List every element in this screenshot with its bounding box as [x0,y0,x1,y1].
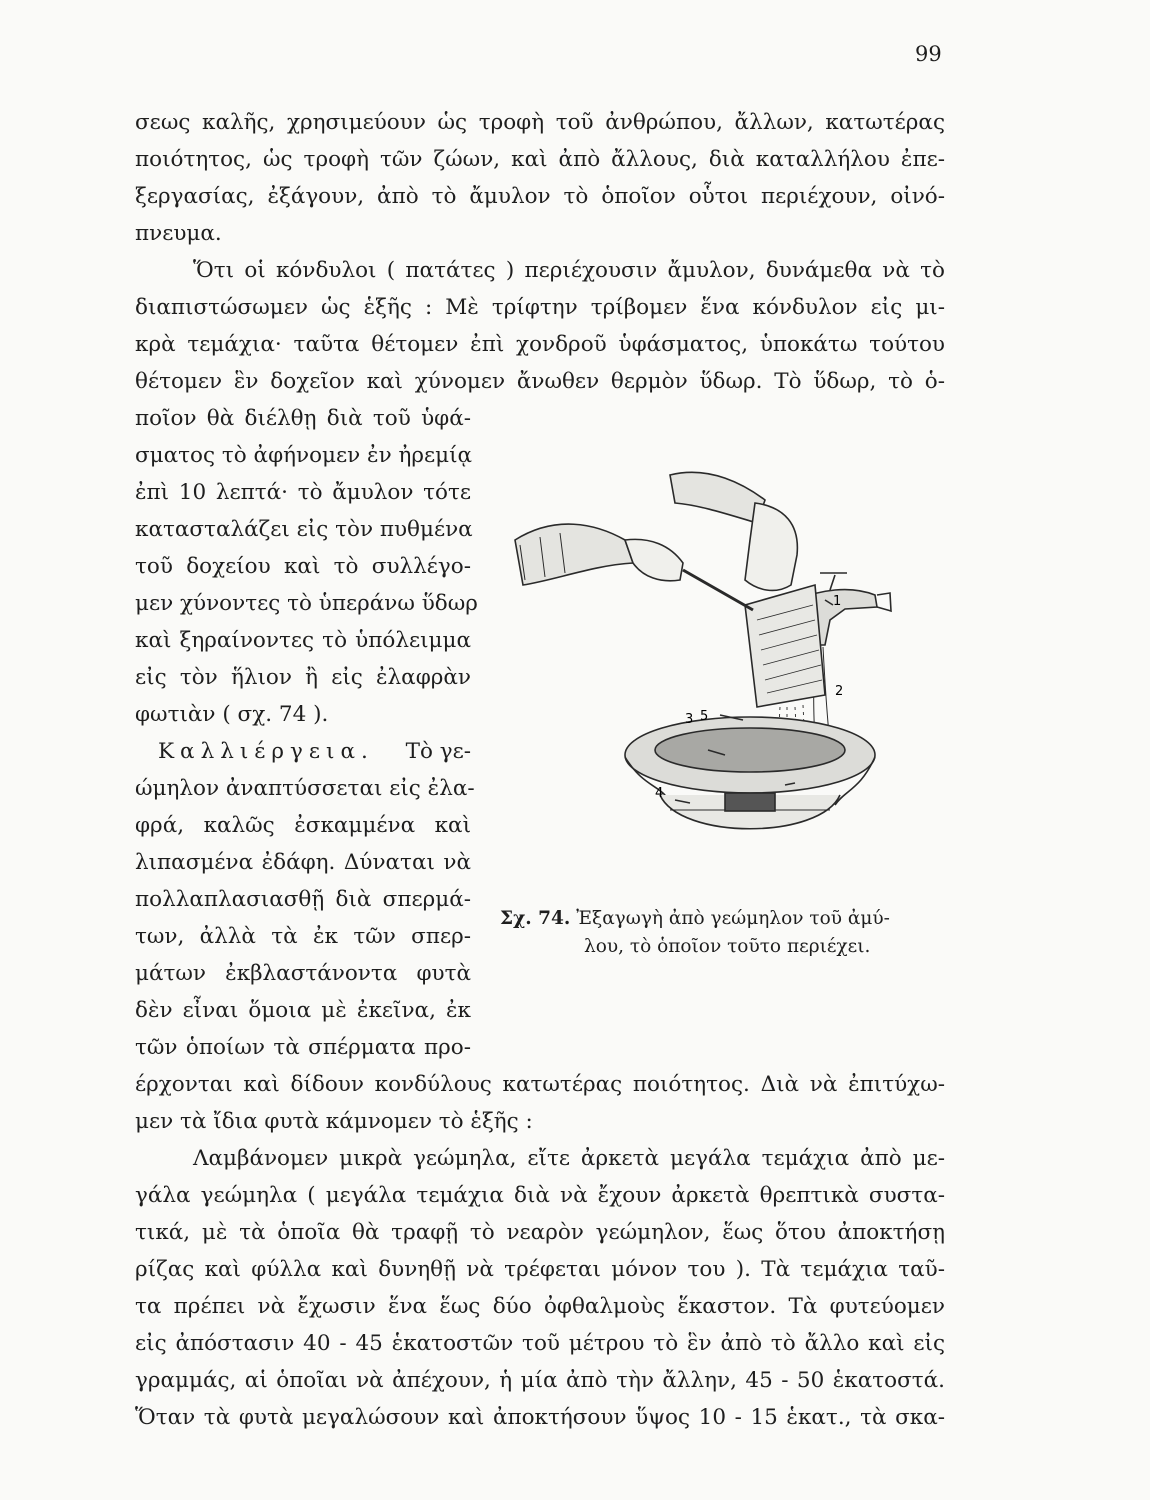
body-line: τοῦ δοχείου καὶ τὸ συλλέγο- [135,554,471,579]
body-line: μεν χύνοντες τὸ ὑπεράνω ὕδωρ [135,591,478,616]
body-line: τῶν ὁποίων τὰ σπέρματα προ- [135,1035,471,1060]
body-line: κατασταλάζει εἰς τὸν πυθμένα [135,517,473,542]
body-line: Λαμβάνομεν μικρὰ γεώμηλα, εἴτε ἀρκετὰ μεγάλα τεμάχια ἀπὸ με- [193,1146,945,1171]
body-line: λιπασμένα ἐδάφη. Δύναται νὰ [135,850,471,875]
body-line: πολλαπλασιασθῇ διὰ σπερμά- [135,887,471,912]
figure-caption [500,905,945,961]
body-line: εἰς τὸν ἥλιον ἢ εἰς ἐλαφρὰν [135,665,471,690]
body-line: των, ἀλλὰ τὰ ἐκ τῶν σπερ- [135,924,471,949]
body-line: διαπιστώσωμεν ὡς ἑξῆς : Μὲ τρίφτην τρίβομεν ἕνα κόνδυλον εἰς μι- [135,295,945,320]
body-line: σματος τὸ ἀφήνομεν ἐν ἠρεμίᾳ [135,443,473,468]
body-line: πνευμα. [135,221,222,246]
body-line: μεν τὰ ἴδια φυτὰ κάμνομεν τὸ ἑξῆς : [135,1109,533,1134]
caption-line-2: λου, τὸ ὁποῖον τοῦτο περιέχει. [584,935,871,957]
figure-label-3: 3 [685,712,694,727]
body-line: εἰς ἀπόστασιν 40 - 45 ἑκατοστῶν τοῦ μέτρου τὸ ἓν ἀπὸ τὸ ἄλλο καὶ εἰς [135,1331,945,1356]
body-line: ρίζας καὶ φύλλα καὶ δυνηθῇ νὰ τρέφεται μόνον του ). Τὰ τεμάχια ταῦ- [135,1257,945,1282]
body-line: τα πρέπει νὰ ἔχωσιν ἕνα ἕως δύο ὀφθαλμοὺς ἕκαστον. Τὰ φυτεύομεν [135,1294,945,1319]
body-line: Ὅτι οἱ κόνδυλοι ( πατάτες ) περιέχουσιν ἄμυλον, δυνάμεθα νὰ τὸ [193,258,945,283]
body-line: καὶ ξηραίνοντες τὸ ὑπόλειμμα [135,628,471,653]
caption-line-1: Ἐξαγωγὴ ἀπὸ γεώμηλον τοῦ ἀμύ- [576,908,890,929]
figure-label-4: 4 [655,786,664,801]
body-line: ἐπὶ 10 λεπτά· τὸ ἄμυλον τότε [135,480,471,505]
body-line: ώμηλον ἀναπτύσσεται εἰς ἐλα- [135,776,475,801]
body-text: Τὸ γε- [405,739,471,764]
body-line: ποῖον θὰ διέλθῃ διὰ τοῦ ὑφά- [135,406,471,431]
potato-starch-illustration [495,445,950,845]
body-line: δὲν εἶναι ὅμοια μὲ ἐκεῖνα, ἐκ [135,998,471,1023]
body-line: μάτων ἐκβλαστάνοντα φυτὰ [135,961,471,986]
body-line: σεως καλῆς, χρησιμεύουν ὡς τροφὴ τοῦ ἀνθρώπου, ἄλλων, κατωτέρας [135,110,945,135]
body-line: τικά, μὲ τὰ ὁποῖα θὰ τραφῇ τὸ νεαρὸν γεώμηλον, ἕως ὅτου ἀποκτήσῃ [135,1220,945,1245]
caption-label: Σχ. 74. [500,908,571,929]
body-line: έρχονται καὶ δίδουν κονδύλους κατωτέρας ποιότητος. Διὰ νὰ ἐπιτύχω- [135,1072,945,1097]
body-line: ποιότητος, ὡς τροφὴ τῶν ζώων, καὶ ἀπὸ ἄλλους, διὰ καταλλήλου ἐπε- [135,147,945,172]
body-line: κρὰ τεμάχια· ταῦτα θέτομεν ἐπὶ χονδροῦ ὑφάσματος, ὑποκάτω τούτου [135,332,945,357]
figure-label-2: 2 [835,684,844,699]
body-line: ξεργασίας, ἐξάγουν, ἀπὸ τὸ ἄμυλον τὸ ὁποῖον οὗτοι περιέχουν, οἰνό- [135,184,945,209]
body-line: γραμμάς, αἱ ὁποῖαι νὰ ἀπέχουν, ἡ μία ἀπὸ τὴν ἄλλην, 45 - 50 ἑκατοστά. [135,1368,945,1393]
body-line: Ὅταν τὰ φυτὰ μεγαλώσουν καὶ ἀποκτήσουν ὕψος 10 - 15 ἑκατ., τὰ σκα- [135,1405,945,1430]
section-heading-line [158,741,471,763]
body-line: φρά, καλῶς ἐσκαμμένα καὶ [135,813,471,838]
body-line: φωτιὰν ( σχ. 74 ). [135,702,329,727]
figure-label-1: 1 [833,594,842,609]
page-number: 99 [915,42,942,66]
body-line: γάλα γεώμηλα ( μεγάλα τεμάχια διὰ νὰ ἔχουν ἀρκετὰ θρεπτικὰ συστα- [135,1183,945,1208]
body-line: θέτομεν ἓν δοχεῖον καὶ χύνομεν ἄνωθεν θερμὸν ὕδωρ. Τὸ ὕδωρ, τὸ ὁ- [135,369,945,394]
figure-label-5: 5 [700,709,709,724]
section-heading: Καλλιέργεια. [158,739,374,764]
